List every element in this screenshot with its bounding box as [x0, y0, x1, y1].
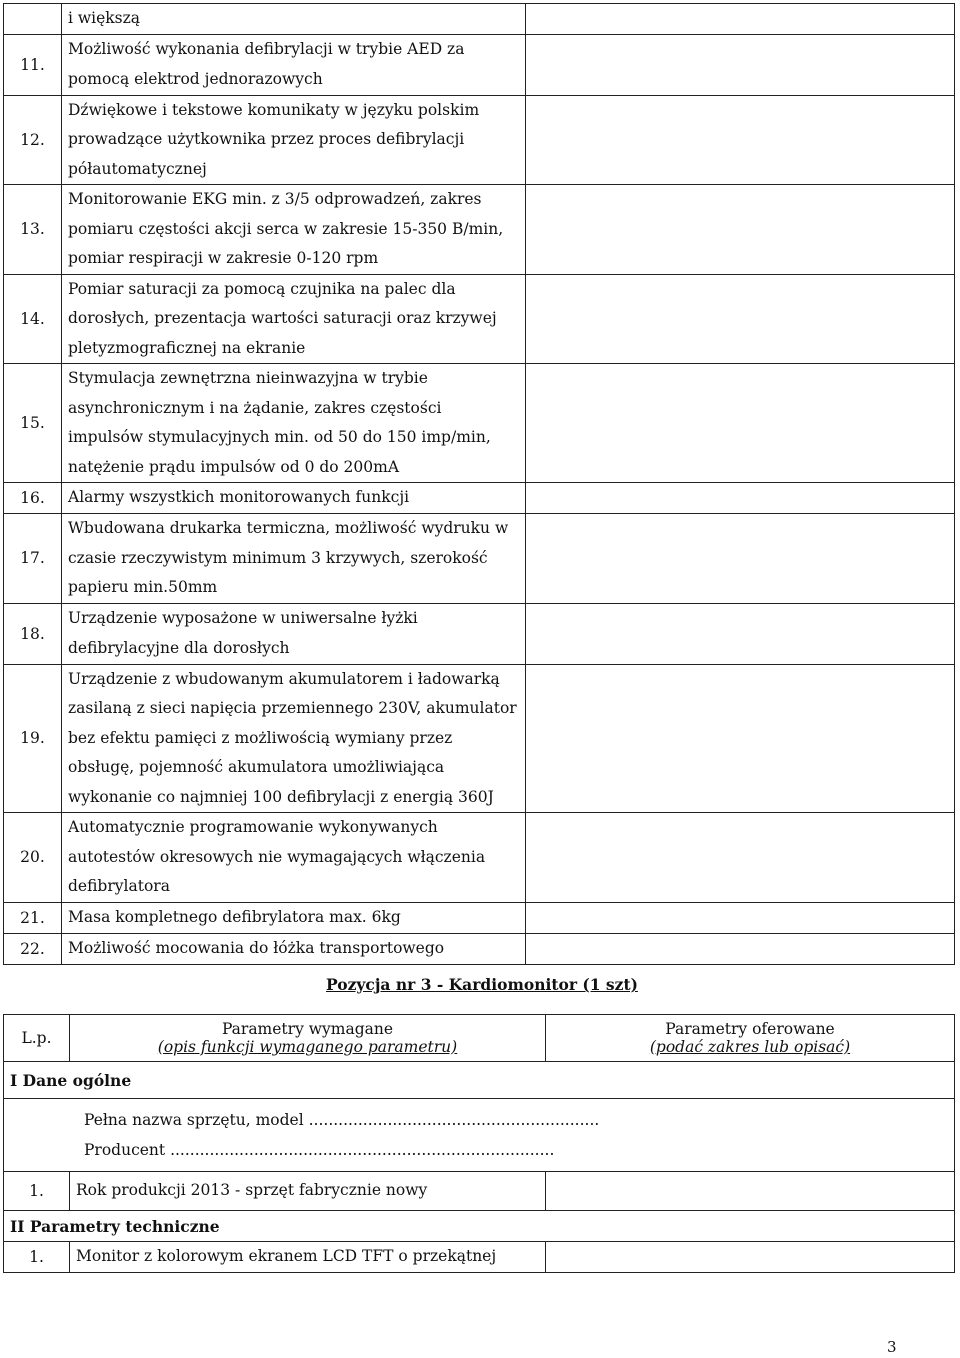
row-number: 15.	[4, 364, 62, 483]
row-offered-cell[interactable]	[526, 902, 955, 933]
row-description: Masa kompletnego defibrylatora max. 6kg	[62, 902, 526, 933]
header-row	[4, 1015, 955, 1062]
row-offered-cell[interactable]	[526, 603, 955, 664]
col-required-header	[70, 1015, 546, 1062]
table-row	[4, 902, 955, 933]
row-number: 19.	[4, 664, 62, 813]
info-row	[4, 1099, 955, 1172]
requirements-table-continued	[3, 3, 955, 965]
table-row	[4, 933, 955, 964]
row-description: i większą	[62, 4, 526, 35]
section-row-technical	[4, 1211, 955, 1242]
row-number	[4, 4, 62, 35]
table-row	[4, 364, 955, 483]
row-number: 21.	[4, 902, 62, 933]
table-row	[4, 514, 955, 604]
table-row	[4, 664, 955, 813]
info-cell	[4, 1099, 955, 1172]
row-offered-cell[interactable]	[526, 514, 955, 604]
section-general-label: I Dane ogólne	[4, 1062, 955, 1099]
row-number: 1.	[4, 1172, 70, 1211]
col-offered-header	[546, 1015, 955, 1062]
table-row	[4, 1172, 955, 1211]
row-offered-cell[interactable]	[526, 34, 955, 95]
page-number: 3	[887, 1338, 897, 1356]
row-offered-cell[interactable]	[526, 483, 955, 514]
row-number: 22.	[4, 933, 62, 964]
row-number: 1.	[4, 1242, 70, 1273]
row-description: Urządzenie wyposażone w uniwersalne łyżki defibrylacyjne dla dorosłych	[62, 603, 526, 664]
full-name-line: Pełna nazwa sprzętu, model ...........................................................	[84, 1111, 600, 1129]
row-description: Automatycznie programowanie wykonywanych autotestów okresowych nie wymagających włączenia defibrylatora	[62, 813, 526, 903]
col-offered-subtitle: (podać zakres lub opisać)	[649, 1038, 851, 1056]
row-description: Monitor z kolorowym ekranem LCD TFT o przekątnej	[70, 1242, 546, 1273]
row-description: Alarmy wszystkich monitorowanych funkcji	[62, 483, 526, 514]
row-description: Urządzenie z wbudowanym akumulatorem i ładowarką zasilaną z sieci napięcia przemiennego 230V, akumulator bez efektu pamięci z możliwością wymiany przez obsługę, pojemność akumulatora umożliwiająca wykonanie co najmniej 100 defibrylacji z energią 360J	[62, 664, 526, 813]
col-lp-header: L.p.	[4, 1015, 70, 1062]
table-row	[4, 1242, 955, 1273]
col-offered-title: Parametry oferowane	[665, 1020, 835, 1038]
row-offered-cell[interactable]	[526, 364, 955, 483]
table-row	[4, 483, 955, 514]
row-offered-cell[interactable]	[546, 1172, 955, 1211]
row-offered-cell[interactable]	[526, 933, 955, 964]
row-number: 13.	[4, 185, 62, 275]
producer-line: Producent ..............................................................................	[84, 1141, 555, 1159]
row-description: Dźwiękowe i tekstowe komunikaty w języku polskim prowadzące użytkownika przez proces defibrylacji półautomatycznej	[62, 95, 526, 185]
row-number: 14.	[4, 274, 62, 364]
row-description: Możliwość mocowania do łóżka transportowego	[62, 933, 526, 964]
section-technical-label: II Parametry techniczne	[4, 1211, 955, 1242]
row-offered-cell[interactable]	[526, 274, 955, 364]
row-description: Monitorowanie EKG min. z 3/5 odprowadzeń, zakres pomiaru częstości akcji serca w zakresie 15-350 B/min, pomiar respiracji w zakresie 0-120 rpm	[62, 185, 526, 275]
row-offered-cell[interactable]	[526, 664, 955, 813]
table-row	[4, 603, 955, 664]
table-row	[4, 34, 955, 95]
row-description: Stymulacja zewnętrzna nieinwazyjna w trybie asynchronicznym i na żądanie, zakres częstości impulsów stymulacyjnych min. od 50 do 150 imp/min, natężenie prądu impulsów od 0 do 200mA	[62, 364, 526, 483]
row-description: Możliwość wykonania defibrylacji w trybie AED za pomocą elektrod jednorazowych	[62, 34, 526, 95]
row-description: Wbudowana drukarka termiczna, możliwość wydruku w czasie rzeczywistym minimum 3 krzywych, szerokość papieru min.50mm	[62, 514, 526, 604]
row-offered-cell[interactable]	[526, 4, 955, 35]
row-number: 12.	[4, 95, 62, 185]
table-row	[4, 95, 955, 185]
row-offered-cell[interactable]	[526, 95, 955, 185]
section-heading: Pozycja nr 3 - Kardiomonitor (1 szt)	[326, 975, 638, 994]
table-row	[4, 4, 955, 35]
row-description: Rok produkcji 2013 - sprzęt fabrycznie nowy	[70, 1172, 546, 1211]
row-number: 16.	[4, 483, 62, 514]
row-description: Pomiar saturacji za pomocą czujnika na palec dla dorosłych, prezentacja wartości saturacji oraz krzywej pletyzmograficznej na ekranie	[62, 274, 526, 364]
row-number: 20.	[4, 813, 62, 903]
row-number: 11.	[4, 34, 62, 95]
row-number: 17.	[4, 514, 62, 604]
table-row	[4, 185, 955, 275]
section-row-general	[4, 1062, 955, 1099]
row-offered-cell[interactable]	[526, 185, 955, 275]
col-required-subtitle: (opis funkcji wymaganego parametru)	[157, 1038, 458, 1056]
col-required-title: Parametry wymagane	[221, 1020, 394, 1038]
row-offered-cell[interactable]	[526, 813, 955, 903]
row-number: 18.	[4, 603, 62, 664]
row-offered-cell[interactable]	[546, 1242, 955, 1273]
kardiomonitor-table	[3, 1014, 955, 1273]
table-row	[4, 274, 955, 364]
table-row	[4, 813, 955, 903]
